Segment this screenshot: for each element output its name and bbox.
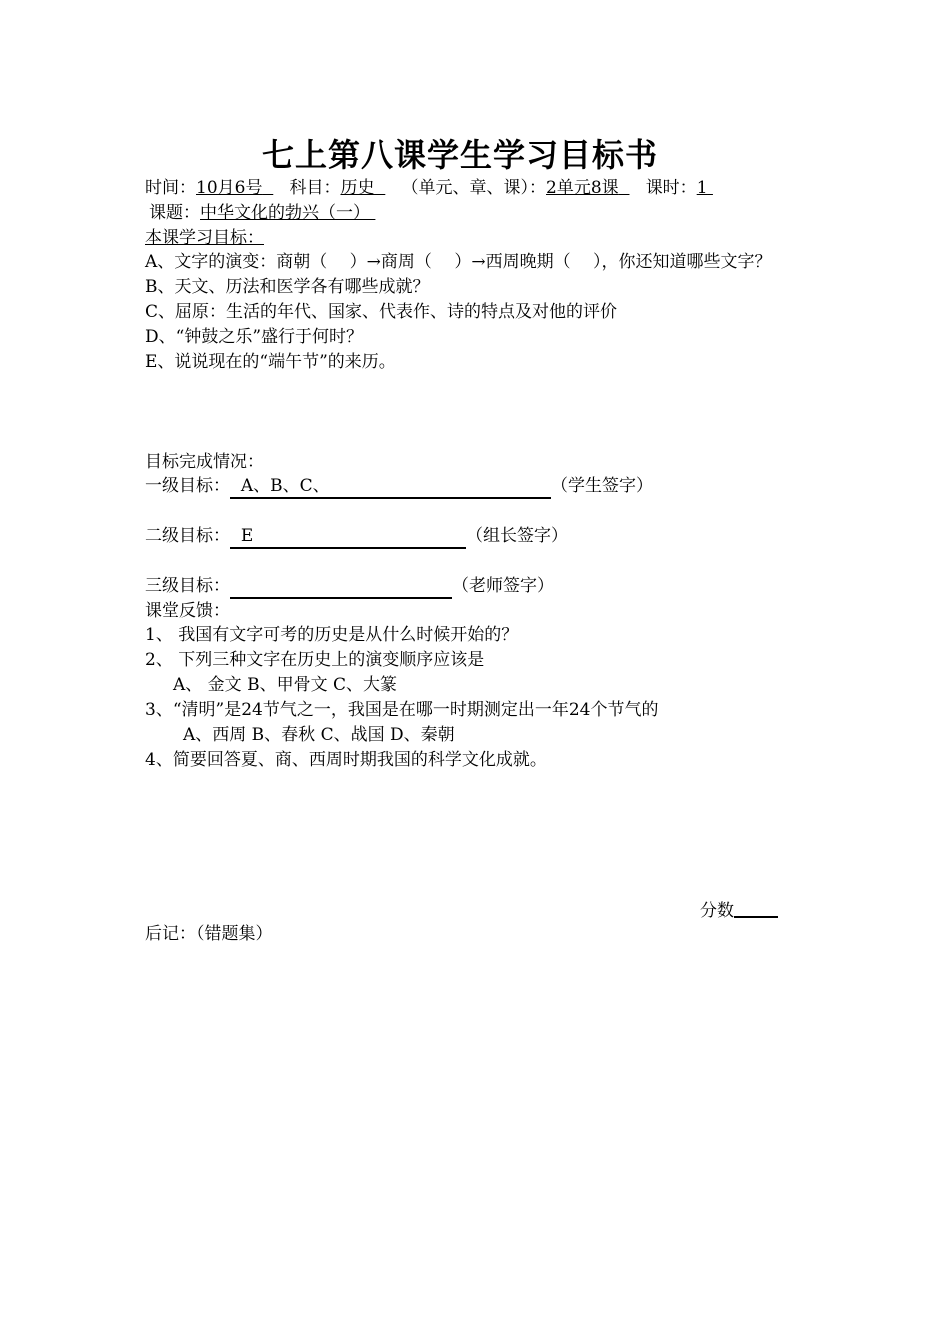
unit-label: （单元、章、课）： [401, 178, 547, 198]
question-1: 1、 我国有文字可考的历史是从什么时候开始的？ [145, 625, 519, 645]
postscript: 后记：（错题集） [145, 924, 273, 944]
time-label: 时间： [145, 178, 196, 198]
goal-e: E、说说现在的“端午节”的来历。 [145, 352, 396, 372]
question-2-options: A、 金文 B、甲骨文 C、大篆 [173, 675, 397, 695]
goal-b: B、天文、历法和医学各有哪些成就？ [145, 277, 430, 297]
topic-value: 中华文化的勃兴（一） [200, 203, 370, 223]
feedback-heading: 课堂反馈： [145, 601, 230, 621]
level2-label: 二级目标： [145, 526, 230, 546]
goal-a: A、文字的演变：商朝（ ）→商周（ ）→西周晚期（ ），你还知道哪些文字？ [145, 252, 772, 272]
level3-sign: （老师签字） [452, 576, 554, 596]
subject-label: 科目： [289, 178, 341, 198]
level2-row [145, 525, 568, 549]
topic-row [149, 202, 375, 224]
goals-heading: 本课学习目标： [145, 228, 264, 248]
level2-blank [230, 525, 466, 549]
level1-sign: （学生签字） [551, 476, 653, 496]
topic-label: 课题： [149, 203, 200, 223]
period-value: 1 [696, 178, 708, 198]
level1-value: A、B、C、 [240, 476, 330, 496]
score-row [700, 898, 778, 922]
time-value: 10月6号 [196, 178, 263, 198]
completion-heading: 目标完成情况： [145, 452, 264, 472]
page-title: 七上第八课学生学习目标书 [261, 136, 658, 174]
score-blank [734, 898, 778, 918]
score-label: 分数 [700, 901, 734, 921]
level2-sign: （组长签字） [466, 526, 568, 546]
question-3: 3、“清明”是24节气之一，我国是在哪一时期测定出一年24个节气的 [145, 700, 659, 720]
question-4: 4、简要回答夏、商、西周时期我国的科学文化成就。 [145, 750, 547, 770]
level1-label: 一级目标： [145, 476, 230, 496]
level3-label: 三级目标： [145, 576, 230, 596]
level3-row [145, 575, 554, 599]
subject-value: 历史 [340, 178, 375, 198]
question-3-options: A、西周 B、春秋 C、战国 D、秦朝 [183, 725, 455, 745]
unit-value: 2单元8课 [546, 178, 619, 198]
header-info-row [145, 177, 713, 199]
level1-row [145, 475, 653, 499]
level3-blank [230, 575, 452, 599]
goal-d: D、“钟鼓之乐”盛行于何时？ [145, 327, 364, 347]
level1-blank [230, 475, 551, 499]
goal-c: C、屈原：生活的年代、国家、代表作、诗的特点及对他的评价 [145, 302, 618, 322]
level2-value: E [240, 526, 254, 546]
question-2: 2、 下列三种文字在历史上的演变顺序应该是 [145, 650, 485, 670]
period-label: 课时： [645, 178, 697, 198]
